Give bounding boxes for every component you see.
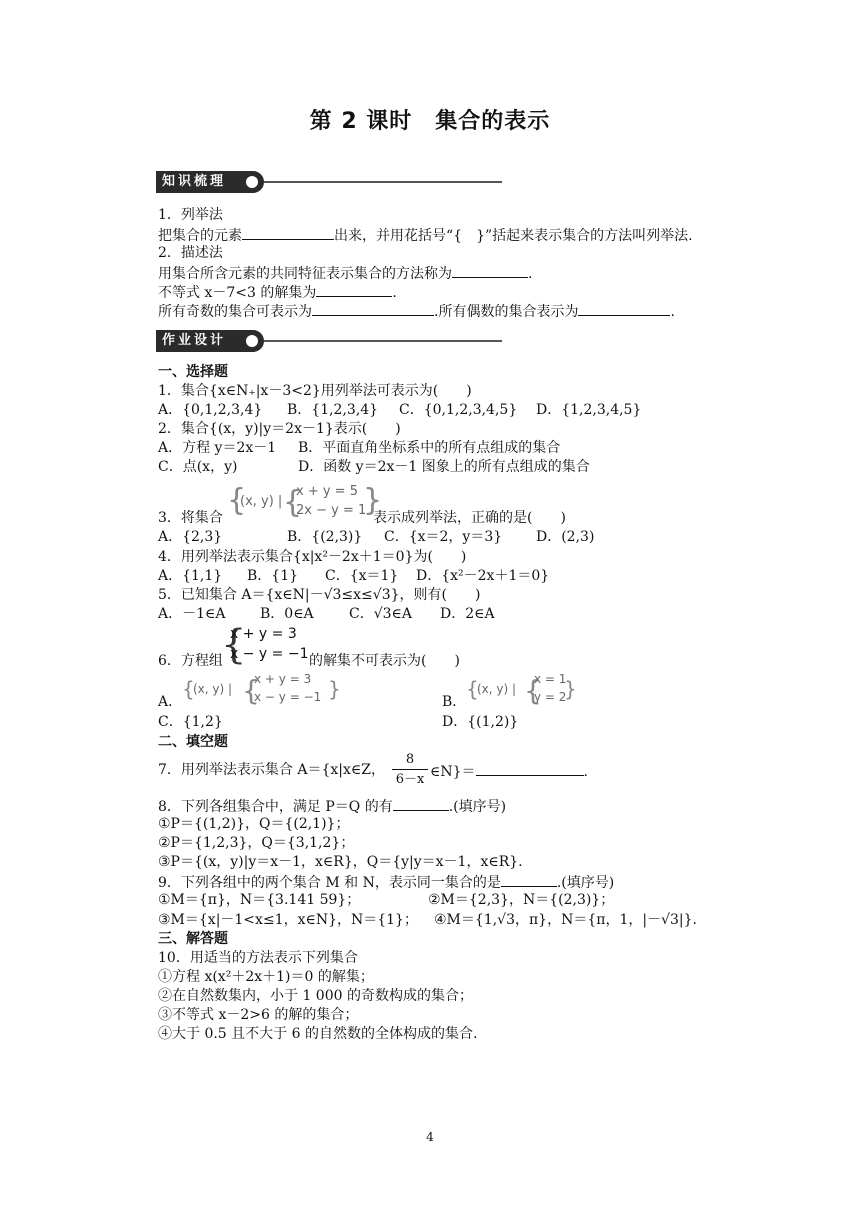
review-text: 把集合的元素 [158,228,242,244]
q2-option-b[interactable]: B．平面直角坐标系中的所有点组成的集合 [298,440,561,456]
svg-text:{: { [227,483,247,518]
review-line-2 [158,263,532,284]
page-number: 4 [426,1130,434,1144]
question-7-tail [430,761,588,782]
svg-text:{: { [182,677,195,701]
q6a-left: (x, y) | [193,682,233,696]
review-text: 出来，并用花括号“{ }”括起来表示集合的方法叫列举法. [334,228,693,244]
q8-text: 8．下列各组集合中，满足 P＝Q 的有 [158,799,393,815]
q6-option-d[interactable]: D．{(1,2)} [442,714,519,730]
question-9 [158,872,614,893]
q6a-eq-2: x − y = −1 [254,690,322,704]
answer-blank[interactable] [476,761,584,776]
q3-option-c[interactable]: C．{x＝2，y＝3} [384,529,503,545]
q8-item-1: ①P＝{(1,2)}，Q＝{(2,1)}； [158,816,350,832]
q4-option-d[interactable]: D．{x²－2x＋1＝0} [416,568,550,584]
q3-eq-2: 2x − y = 1 [296,503,367,518]
review-text: .所有偶数的集合表示为 [434,304,579,320]
q6-option-a-label[interactable]: A． [158,694,183,710]
q8-item-2: ②P＝{1,2,3}，Q＝{3,1,2}； [158,835,355,851]
section-bar-review [156,171,502,193]
svg-text:{: { [242,674,260,707]
q1-option-a[interactable]: A．{0,1,2,3,4} [158,402,263,418]
review-line-1 [158,225,693,246]
q4-option-c[interactable]: C．{x＝1} [325,568,399,584]
answer-blank[interactable] [312,301,434,316]
svg-text:{: { [466,677,479,701]
svg-text:{: { [283,485,303,520]
q3-eq-1: x + y = 5 [296,484,358,499]
q10-item-2: ②在自然数集内，小于 1 000 的奇数构成的集合； [158,988,473,1004]
answer-blank[interactable] [578,301,670,316]
q4-option-b[interactable]: B．{1} [247,568,299,584]
q5-option-a[interactable]: A．－1∈A [158,606,226,622]
q3-option-b[interactable]: B．{(2,3)} [287,529,363,545]
q5-option-d[interactable]: D．2∈A [440,606,495,622]
question-2: 2．集合{(x，y)|y＝2x－1}表示( ) [158,421,401,437]
q7-fraction-denominator: 6－x [395,772,425,787]
question-3-tail: 表示成列举法，正确的是( ) [373,510,566,526]
q10-item-4: ④大于 0.5 且不大于 6 的自然数的全体构成的集合. [158,1026,478,1042]
review-line-4 [158,301,675,322]
question-5: 5．已知集合 A＝{x∈N|－√3≤x≤√3}，则有( ) [158,587,481,603]
q2-option-c[interactable]: C．点(x，y) [158,459,238,475]
section-tab-homework: 作业设计 [156,330,264,352]
question-7-lead: 7．用列举法表示集合 A＝{x|x∈Z， [158,762,385,778]
q6b-left: (x, y) | [477,682,517,696]
section-tab-review: 知识梳理 [156,171,264,193]
question-6-lead: 6．方程组 [158,653,223,669]
q6-option-c[interactable]: C．{1,2} [158,714,223,730]
answer-blank[interactable] [501,872,557,887]
q6a-eq-1: x + y = 3 [254,672,312,686]
q6b-eq-2: y = 2 [534,690,567,704]
q1-option-c[interactable]: C．{0,1,2,3,4,5} [399,402,518,418]
svg-text:{: { [524,674,542,707]
q5-option-c[interactable]: C．√3∈A [349,606,413,622]
part3-heading: 三、解答题 [158,931,228,947]
review-text: 所有奇数的集合可表示为 [158,304,312,320]
section-dot-icon [246,335,258,347]
q8-item-3: ③P＝{(x，y)|y＝x－1，x∈R}，Q＝{y|y＝x－1，x∈R}. [158,854,523,870]
q6-eq-1: x + y = 3 [230,626,297,642]
q6b-eq-1: x = 1 [534,672,567,686]
q1-option-d[interactable]: D．{1,2,3,4,5} [536,402,642,418]
section-divider [264,181,502,183]
q4-option-a[interactable]: A．{1,1} [158,568,223,584]
q7-text: ∈N}＝ [430,764,476,780]
q8-text: .(填序号) [448,799,507,815]
answer-blank[interactable] [393,796,449,811]
q7-text: . [583,764,588,780]
q9-item-2: ②M＝{2,3}，N＝{(2,3)}； [428,892,615,908]
answer-blank[interactable] [316,282,392,297]
q9-item-1: ①M＝{π}，N＝{3.141 59}； [158,892,361,908]
q2-option-d[interactable]: D．函数 y＝2x－1 图象上的所有点组成的集合 [298,459,590,475]
question-8 [158,796,506,817]
q7-fraction-bar [392,769,428,770]
svg-text:}: } [363,483,383,518]
q9-item-3: ③M＝{x|－1<x≤1，x∈N}，N＝{1}； [158,912,418,928]
page-title: 第 2 课时 集合的表示 [309,109,551,134]
q6-eq-2: x − y = −1 [230,646,309,662]
q3-set-left: (x, y) | [240,494,283,509]
question-1: 1．集合{x∈N₊|x－3<2}用列举法可表示为( ) [158,383,472,399]
section-dot-icon [246,176,258,188]
question-4: 4．用列举法表示集合{x|x²－2x＋1＝0}为( ) [158,549,467,565]
q9-text: .(填序号) [556,875,615,891]
review-text: . [528,266,533,282]
review-text: 不等式 x－7<3 的解集为 [158,285,317,301]
svg-text:}: } [564,677,577,701]
question-3-lead: 3．将集合 [158,510,223,526]
q9-item-4: ④M＝{1,√3，π}，N＝{π，1，|－√3|}. [434,912,697,928]
review-line-3 [158,282,397,303]
section-divider [264,340,502,342]
q3-option-d[interactable]: D．(2,3) [536,529,595,545]
q7-fraction-numerator: 8 [405,752,415,767]
q2-option-a[interactable]: A．方程 y＝2x－1 [158,440,277,456]
part1-heading: 一、选择题 [158,364,228,380]
q9-text: 9．下列各组中的两个集合 M 和 N，表示同一集合的是 [158,875,501,891]
q1-option-b[interactable]: B．{1,2,3,4} [287,402,379,418]
answer-blank[interactable] [242,225,334,240]
review-heading-2: 2．描述法 [158,245,223,261]
q3-option-a[interactable]: A．{2,3} [158,529,223,545]
svg-text:}: } [328,677,341,701]
question-10: 10．用适当的方法表示下列集合 [158,950,358,966]
q10-item-3: ③不等式 x－2>6 的解的集合； [158,1007,359,1023]
question-6-tail: 的解集不可表示为( ) [309,653,460,669]
review-text: 用集合所含元素的共同特征表示集合的方法称为 [158,266,452,282]
q5-option-b[interactable]: B．0∈A [260,606,314,622]
review-text: . [392,285,397,301]
q6-option-b-label[interactable]: B． [442,694,467,710]
review-heading-1: 1．列举法 [158,207,223,223]
section-bar-homework [156,330,502,352]
review-text: . [670,304,675,320]
q10-item-1: ①方程 x(x²＋2x＋1)＝0 的解集； [158,969,374,985]
svg-text:{: { [221,622,247,668]
answer-blank[interactable] [452,263,528,278]
part2-heading: 二、填空题 [158,734,228,750]
